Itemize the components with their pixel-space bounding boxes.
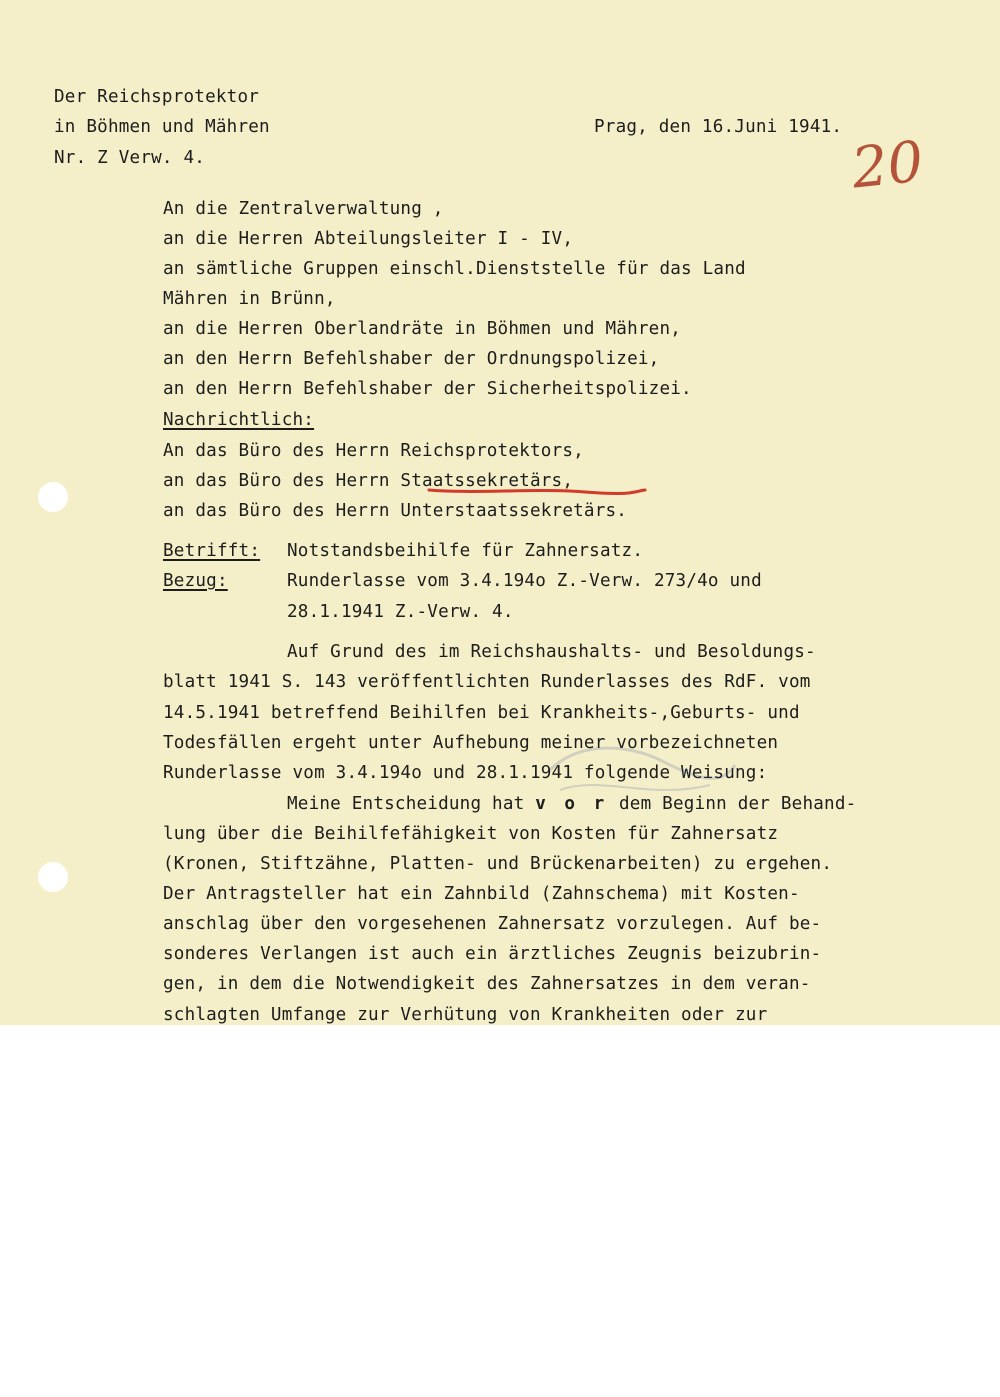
bezug-line: 28.1.1941 Z.-Verw. 4.: [287, 602, 514, 622]
body-line: anschlag über den vorgesehenen Zahnersatz vorzulegen. Auf be-: [163, 914, 822, 934]
body-text: Meine Entscheidung hat: [287, 794, 536, 814]
body-line: (Kronen, Stiftzähne, Platten- und Brückenarbeiten) zu ergehen.: [163, 854, 833, 874]
place-date: Prag, den 16.Juni 1941.: [594, 117, 843, 137]
cc-line: An das Büro des Herrn Reichsprotektors,: [163, 441, 584, 461]
bezug-line: Runderlasse vom 3.4.194o Z.-Verw. 273/4o und: [287, 571, 762, 591]
addressee-line: Mähren in Brünn,: [163, 289, 336, 309]
cc-label: Nachrichtlich:: [163, 410, 315, 430]
body-line: lung über die Beihilfefähigkeit von Kosten für Zahnersatz: [163, 824, 779, 844]
sender-line: Der Reichsprotektor: [54, 87, 260, 107]
body-line: gen, in dem die Notwendigkeit des Zahnersatzes in dem veran-: [163, 974, 811, 994]
punch-hole: [38, 862, 68, 892]
addressee-line: An die Zentralverwaltung ,: [163, 199, 444, 219]
betrifft-label: Betrifft:: [163, 541, 261, 561]
faded-stamp-mark: [540, 730, 740, 810]
sender-line: in Böhmen und Mähren: [54, 117, 270, 137]
addressee-line: an sämtliche Gruppen einschl.Dienststelle für das Land: [163, 259, 746, 279]
punch-hole: [38, 482, 68, 512]
reference-number: Nr. Z Verw. 4.: [54, 148, 206, 168]
body-line: schlagten Umfange zur Verhütung von Krankheiten oder zur: [163, 1005, 768, 1025]
addressee-line: an die Herren Oberlandräte in Böhmen und Mähren,: [163, 319, 682, 339]
betrifft-text: Notstandsbeihilfe für Zahnersatz.: [287, 541, 644, 561]
emphasized-word: v o r: [535, 794, 609, 814]
bezug-label: Bezug:: [163, 571, 228, 591]
cc-line: an das Büro des Herrn Unterstaatssekretärs.: [163, 501, 628, 521]
handwritten-page-number: 20: [848, 129, 927, 202]
cc-line: an das Büro des Herrn Staatssekretärs,: [163, 471, 574, 491]
body-line: 14.5.1941 betreffend Beihilfen bei Krankheits-,Geburts- und: [163, 703, 800, 723]
red-pencil-underline: [425, 484, 650, 498]
body-line: Runderlasse vom 3.4.194o und 28.1.1941 folgende Weisung:: [163, 763, 768, 783]
body-line: blatt 1941 S. 143 veröffentlichten Runderlasses des RdF. vom: [163, 672, 811, 692]
body-line: sonderes Verlangen ist auch ein ärztliches Zeugnis beizubrin-: [163, 944, 822, 964]
body-line: Der Antragsteller hat ein Zahnbild (Zahnschema) mit Kosten-: [163, 884, 800, 904]
body-line: Todesfällen ergeht unter Aufhebung meiner vorbezeichneten: [163, 733, 779, 753]
addressee-line: an den Herrn Befehlshaber der Ordnungspolizei,: [163, 349, 660, 369]
body-text: dem Beginn der Behand-: [608, 794, 857, 814]
addressee-line: an die Herren Abteilungsleiter I - IV,: [163, 229, 574, 249]
body-line: Auf Grund des im Reichshaushalts- und Besoldungs-: [287, 642, 816, 662]
addressee-line: an den Herrn Befehlshaber der Sicherheitspolizei.: [163, 379, 692, 399]
